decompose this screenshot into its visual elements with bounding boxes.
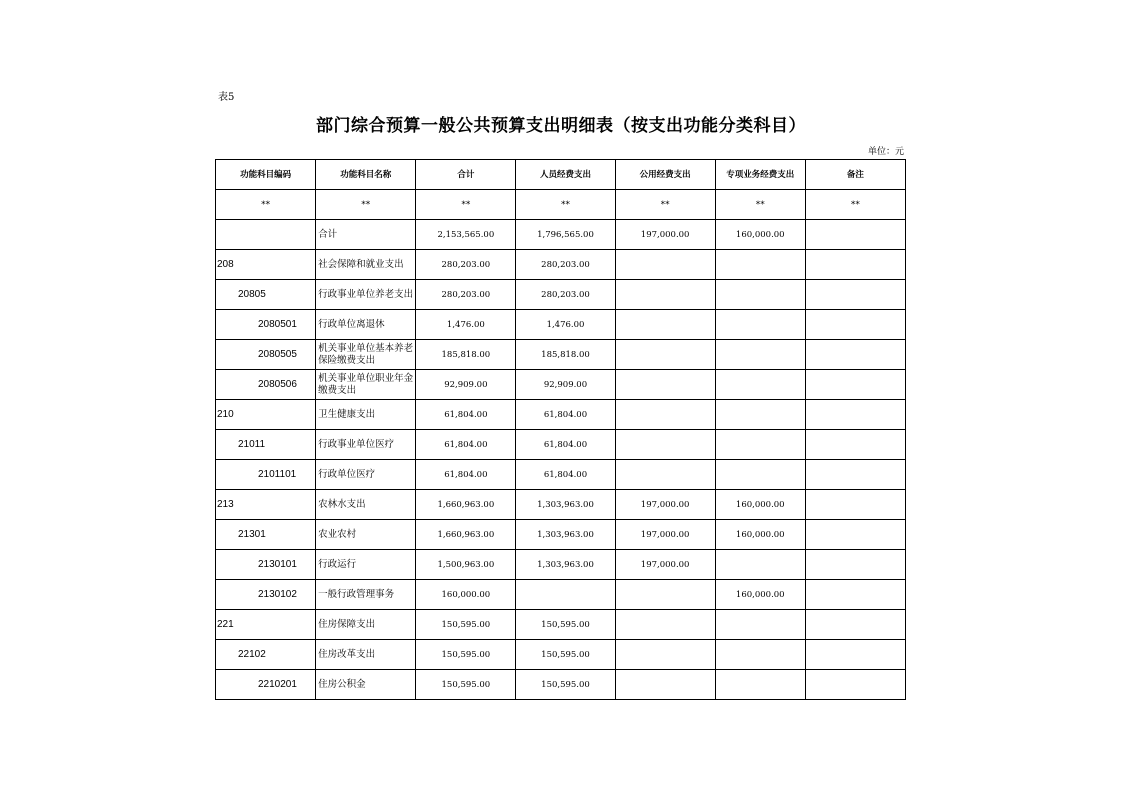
code-cell: 2080506 — [216, 370, 316, 400]
code-cell: 21301 — [216, 520, 316, 550]
total-cell: 150,595.00 — [416, 670, 516, 700]
total-cell: 1,660,963.00 — [416, 520, 516, 550]
public-cell — [615, 250, 715, 280]
public-cell: 197,000.00 — [615, 520, 715, 550]
total-cell: 160,000.00 — [416, 580, 516, 610]
note-cell — [805, 580, 905, 610]
name-cell: 合计 — [316, 220, 416, 250]
personnel-cell: 150,595.00 — [516, 670, 615, 700]
table-row — [216, 460, 906, 490]
special-cell — [715, 430, 805, 460]
table-row — [216, 550, 906, 580]
personnel-cell: 280,203.00 — [516, 280, 615, 310]
name-cell: 行政运行 — [316, 550, 416, 580]
personnel-cell: 1,303,963.00 — [516, 490, 615, 520]
code-cell: 21011 — [216, 430, 316, 460]
note-cell — [805, 460, 905, 490]
code-cell: 2210201 — [216, 670, 316, 700]
code-cell: 2130101 — [216, 550, 316, 580]
special-cell: 160,000.00 — [715, 490, 805, 520]
special-cell: 160,000.00 — [715, 220, 805, 250]
public-cell: 197,000.00 — [615, 550, 715, 580]
special-cell: 160,000.00 — [715, 520, 805, 550]
note-cell — [805, 640, 905, 670]
total-cell: 1,476.00 — [416, 310, 516, 340]
note-cell — [805, 310, 905, 340]
table-row — [216, 250, 906, 280]
note-cell — [805, 490, 905, 520]
header-total: 合计 — [416, 160, 516, 190]
table-row — [216, 670, 906, 700]
name-cell: 行政事业单位养老支出 — [316, 280, 416, 310]
code-cell: 221 — [216, 610, 316, 640]
note-cell — [805, 400, 905, 430]
personnel-cell: 1,476.00 — [516, 310, 615, 340]
personnel-cell: 92,909.00 — [516, 370, 615, 400]
special-cell — [715, 370, 805, 400]
public-cell — [615, 580, 715, 610]
total-cell: 1,500,963.00 — [416, 550, 516, 580]
star-cell: ** — [316, 190, 416, 220]
header-note: 备注 — [805, 160, 905, 190]
code-cell: 2080505 — [216, 340, 316, 370]
personnel-cell: 150,595.00 — [516, 640, 615, 670]
special-cell — [715, 550, 805, 580]
total-cell: 150,595.00 — [416, 640, 516, 670]
table-number-label: 表5 — [218, 92, 235, 103]
header-personnel: 人员经费支出 — [516, 160, 615, 190]
code-cell: 210 — [216, 400, 316, 430]
note-cell — [805, 250, 905, 280]
public-cell: 197,000.00 — [615, 220, 715, 250]
special-cell — [715, 280, 805, 310]
note-cell — [805, 430, 905, 460]
table-row — [216, 400, 906, 430]
special-cell: 160,000.00 — [715, 580, 805, 610]
public-cell — [615, 460, 715, 490]
total-cell: 92,909.00 — [416, 370, 516, 400]
name-cell: 住房公积金 — [316, 670, 416, 700]
special-cell — [715, 250, 805, 280]
special-cell — [715, 610, 805, 640]
public-cell — [615, 670, 715, 700]
table-row — [216, 430, 906, 460]
header-public: 公用经费支出 — [615, 160, 715, 190]
table-row — [216, 370, 906, 400]
personnel-cell: 61,804.00 — [516, 400, 615, 430]
table-row — [216, 490, 906, 520]
name-cell: 行政单位医疗 — [316, 460, 416, 490]
special-cell — [715, 670, 805, 700]
public-cell: 197,000.00 — [615, 490, 715, 520]
total-cell: 61,804.00 — [416, 400, 516, 430]
name-cell: 住房改革支出 — [316, 640, 416, 670]
code-cell: 2080501 — [216, 310, 316, 340]
note-cell — [805, 610, 905, 640]
special-cell — [715, 640, 805, 670]
table-row — [216, 640, 906, 670]
header-function-name: 功能科目名称 — [316, 160, 416, 190]
page-title: 部门综合预算一般公共预算支出明细表（按支出功能分类科目） — [316, 116, 806, 136]
public-cell — [615, 280, 715, 310]
total-cell: 1,660,963.00 — [416, 490, 516, 520]
note-cell — [805, 340, 905, 370]
table-row — [216, 520, 906, 550]
total-cell: 2,153,565.00 — [416, 220, 516, 250]
table-row — [216, 310, 906, 340]
table-placeholder-row — [216, 190, 906, 220]
special-cell — [715, 460, 805, 490]
star-cell: ** — [615, 190, 715, 220]
personnel-cell: 185,818.00 — [516, 340, 615, 370]
public-cell — [615, 370, 715, 400]
star-cell: ** — [805, 190, 905, 220]
note-cell — [805, 370, 905, 400]
public-cell — [615, 340, 715, 370]
star-cell: ** — [416, 190, 516, 220]
name-cell: 行政单位离退休 — [316, 310, 416, 340]
total-cell: 280,203.00 — [416, 250, 516, 280]
public-cell — [615, 430, 715, 460]
public-cell — [615, 640, 715, 670]
note-cell — [805, 670, 905, 700]
public-cell — [615, 400, 715, 430]
personnel-cell: 61,804.00 — [516, 430, 615, 460]
total-row — [216, 220, 906, 250]
total-cell: 61,804.00 — [416, 460, 516, 490]
code-cell: 213 — [216, 490, 316, 520]
table-header-row — [216, 160, 906, 190]
code-cell: 2130102 — [216, 580, 316, 610]
name-cell: 社会保障和就业支出 — [316, 250, 416, 280]
name-cell: 住房保障支出 — [316, 610, 416, 640]
table-row — [216, 280, 906, 310]
total-cell: 150,595.00 — [416, 610, 516, 640]
note-cell — [805, 550, 905, 580]
name-cell: 机关事业单位基本养老保险缴费支出 — [316, 340, 416, 370]
header-function-code: 功能科目编码 — [216, 160, 316, 190]
star-cell: ** — [516, 190, 615, 220]
name-cell: 行政事业单位医疗 — [316, 430, 416, 460]
code-cell: 22102 — [216, 640, 316, 670]
star-cell: ** — [216, 190, 316, 220]
table-row — [216, 340, 906, 370]
personnel-cell: 1,303,963.00 — [516, 520, 615, 550]
name-cell: 农业农村 — [316, 520, 416, 550]
total-cell: 61,804.00 — [416, 430, 516, 460]
personnel-cell: 1,303,963.00 — [516, 550, 615, 580]
header-special: 专项业务经费支出 — [715, 160, 805, 190]
name-cell: 一般行政管理事务 — [316, 580, 416, 610]
table-row — [216, 610, 906, 640]
star-cell: ** — [715, 190, 805, 220]
total-cell: 280,203.00 — [416, 280, 516, 310]
name-cell: 机关事业单位职业年金缴费支出 — [316, 370, 416, 400]
code-cell: 2101101 — [216, 460, 316, 490]
public-cell — [615, 310, 715, 340]
personnel-cell: 280,203.00 — [516, 250, 615, 280]
special-cell — [715, 310, 805, 340]
personnel-cell: 1,796,565.00 — [516, 220, 615, 250]
personnel-cell: 61,804.00 — [516, 460, 615, 490]
special-cell — [715, 340, 805, 370]
name-cell: 卫生健康支出 — [316, 400, 416, 430]
code-cell: 20805 — [216, 280, 316, 310]
unit-label: 单位：元 — [867, 147, 904, 157]
special-cell — [715, 400, 805, 430]
name-cell: 农林水支出 — [316, 490, 416, 520]
personnel-cell — [516, 580, 615, 610]
code-cell: 208 — [216, 250, 316, 280]
budget-table — [215, 159, 906, 700]
public-cell — [615, 610, 715, 640]
note-cell — [805, 520, 905, 550]
note-cell — [805, 280, 905, 310]
note-cell — [805, 220, 905, 250]
total-cell: 185,818.00 — [416, 340, 516, 370]
code-cell — [216, 220, 316, 250]
table-row — [216, 580, 906, 610]
personnel-cell: 150,595.00 — [516, 610, 615, 640]
